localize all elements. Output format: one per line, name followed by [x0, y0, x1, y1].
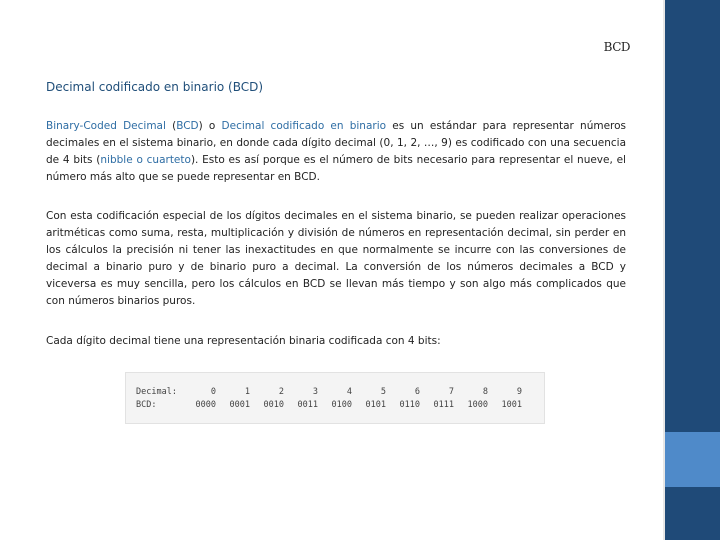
definition-text-a: es un estándar para representar números decimales en el sistema binario, en donde cada dígito decimal (0, 1, 2, …, 9) es codificado con una secuencia de 4 bits (: [46, 120, 627, 166]
bcd-cell: 0000: [195, 400, 216, 410]
decimal-cell: 2: [278, 387, 284, 397]
decimal-cell: 1: [244, 387, 250, 397]
decimal-row-label: Decimal:: [136, 387, 177, 397]
bcd-table: [125, 372, 545, 424]
sidebar-block-highlight: [665, 432, 720, 487]
slide-heading: Decimal codificado en binario (BCD): [46, 80, 264, 94]
bcd-cell: 1000: [467, 400, 488, 410]
paren-open: (: [165, 120, 177, 132]
decimal-cell: 5: [380, 387, 386, 397]
bcd-cell: 0001: [229, 400, 250, 410]
bcd-row-label: BCD:: [136, 400, 157, 410]
bcd-cell: 0101: [365, 400, 386, 410]
decimal-cell: 6: [414, 387, 420, 397]
decimal-cell: 8: [482, 387, 488, 397]
bcd-row: [136, 400, 534, 412]
decimal-cell: 4: [346, 387, 352, 397]
term-abbr: BCD: [176, 120, 199, 132]
bcd-cell: 1001: [501, 400, 522, 410]
term-english: Binary-Coded Decimal: [46, 120, 166, 132]
right-sidebar: [665, 0, 720, 540]
slide-corner-title: BCD: [603, 40, 630, 54]
sidebar-block-bottom: [665, 487, 720, 540]
decimal-cell: 0: [210, 387, 216, 397]
paragraph-arithmetic: Con esta codificación especial de los dígitos decimales en el sistema binario, se pueden realizar operaciones aritméticas como suma, resta, multiplicación y división de números en representación decimal, sin perder en los cálculos la precisión ni tener las inexactitudes en que normalmente se incurre con las conversiones de decimal a binario puro y de binario puro a decimal. La conversión de los números decimales a BCD y viceversa es muy sencilla, pero los cálculos en BCD se llevan más tiempo y son algo más complicados que con números binarios puros.: [46, 210, 626, 307]
sidebar-block-top: [665, 0, 720, 432]
bcd-cell: 0100: [331, 400, 352, 410]
bcd-cell: 0110: [399, 400, 420, 410]
decimal-cell: 3: [312, 387, 318, 397]
paragraph-encoding-intro: Cada dígito decimal tiene una representación binaria codificada con 4 bits:: [46, 335, 441, 347]
paren-close: ) o: [198, 120, 222, 132]
term-nibble: nibble o cuarteto: [100, 154, 191, 166]
bcd-cell: 0111: [433, 400, 454, 410]
term-spanish: Decimal codificado en binario: [221, 120, 387, 132]
bcd-cell: 0010: [263, 400, 284, 410]
paragraph-definition: [46, 118, 626, 186]
definition-text-b: ). Esto es así porque es el número de bits necesario para representar el nueve, el número más alto que se puede representar en BCD.: [46, 154, 626, 183]
decimal-cell: 7: [448, 387, 454, 397]
decimal-cell: 9: [516, 387, 522, 397]
bcd-cell: 0011: [297, 400, 318, 410]
decimal-row: [136, 387, 534, 399]
